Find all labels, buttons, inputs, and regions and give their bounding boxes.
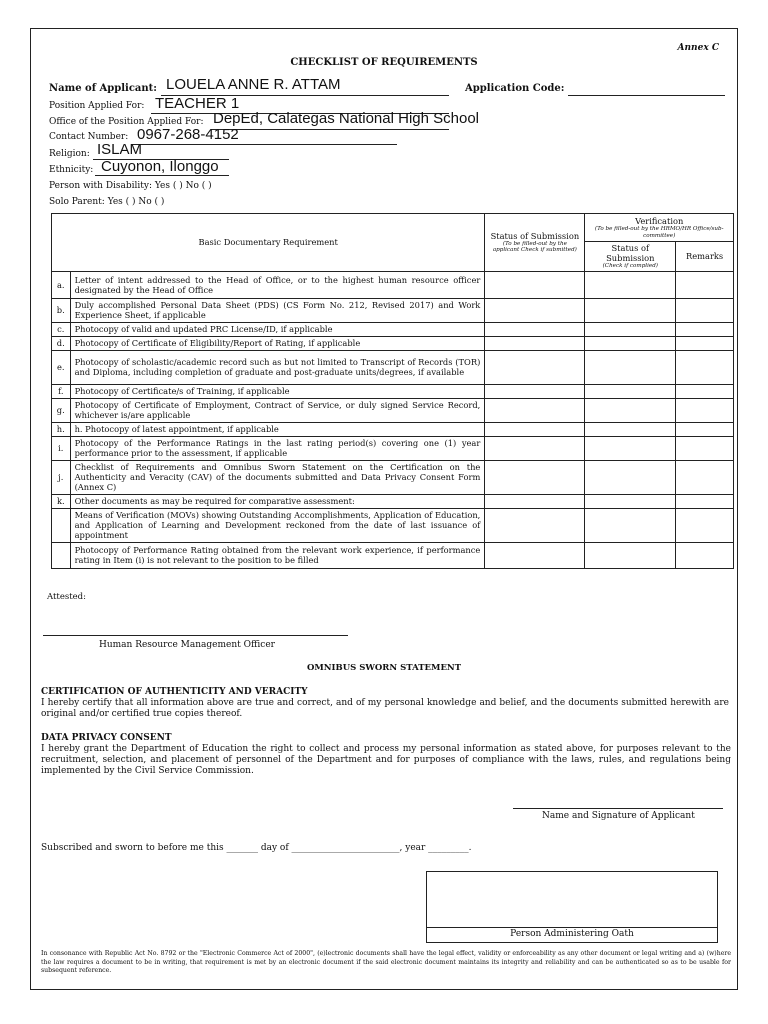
requirement-text: Other documents as may be required for comparative assessment: <box>70 494 485 508</box>
form-title: CHECKLIST OF REQUIREMENTS <box>290 57 478 68</box>
name-label: Name of Applicant: <box>49 83 157 94</box>
contact-label: Contact Number: <box>49 132 129 142</box>
verification-cell[interactable] <box>585 271 676 298</box>
verification-cell[interactable] <box>585 508 676 542</box>
sworn-statement: Subscribed and sworn to before me this _______ day of ________________________, year _________. <box>41 843 472 853</box>
requirement-letter: j. <box>52 460 71 494</box>
verification-cell[interactable] <box>585 298 676 322</box>
application-code-label: Application Code: <box>465 83 565 94</box>
status-header-note: (To be filled-out by the applicant Check if submitted) <box>492 240 577 254</box>
applicant-signature-line[interactable] <box>513 808 723 809</box>
privacy-text: I hereby grant the Department of Education the right to collect and process my personal information as stated above, for purposes relevant to the recruitment, selection, and placement of personnel of the Department and for purposes of compliance with the laws, rules, and regulations being implemented by the Civil Service Commission. <box>41 744 731 776</box>
contact-value: 0967-268-4152 <box>137 126 239 143</box>
remarks-cell[interactable] <box>676 422 734 436</box>
verification-cell[interactable] <box>585 384 676 398</box>
ethnicity-underline <box>95 175 229 176</box>
remarks-cell[interactable] <box>676 336 734 350</box>
ver-status-header-label: Status of Submission <box>606 243 655 263</box>
application-code-field[interactable] <box>568 95 725 96</box>
table-row <box>52 494 734 508</box>
status-cell[interactable] <box>485 436 585 460</box>
requirement-letter <box>52 508 71 542</box>
requirement-text: h. Photocopy of latest appointment, if applicable <box>70 422 485 436</box>
remarks-cell[interactable] <box>676 322 734 336</box>
status-header <box>485 214 585 272</box>
ethnicity-value: Cuyonon, Ilonggo <box>101 158 219 175</box>
status-cell[interactable] <box>485 336 585 350</box>
status-cell[interactable] <box>485 322 585 336</box>
requirement-text: Photocopy of the Performance Ratings in the last rating period(s) covering one (1) year performance prior to the assessment, if applicable <box>70 436 485 460</box>
remarks-cell[interactable] <box>676 384 734 398</box>
remarks-header: Remarks <box>676 242 734 272</box>
privacy-heading: DATA PRIVACY CONSENT <box>41 733 172 743</box>
status-cell[interactable] <box>485 508 585 542</box>
requirement-letter: k. <box>52 494 71 508</box>
status-cell[interactable] <box>485 271 585 298</box>
table-row <box>52 508 734 542</box>
status-cell[interactable] <box>485 398 585 422</box>
status-header-label: Status of Submission <box>490 230 580 241</box>
requirement-header: Basic Documentary Requirement <box>52 214 485 272</box>
religion-label: Religion: <box>49 149 90 159</box>
remarks-cell[interactable] <box>676 271 734 298</box>
requirement-text: Checklist of Requirements and Omnibus Sworn Statement on the Certification on the Authenticity and Veracity (CAV) of the documents submitted and Data Privacy Consent Form (Annex C) <box>70 460 485 494</box>
verification-header-note: (To be filled-out by the HRMO/HR Office/sub-committee) <box>594 226 724 239</box>
requirement-text: Photocopy of Performance Rating obtained from the relevant work experience, if performance rating in Item (i) is not relevant to the position to be filled <box>70 542 485 568</box>
requirements-table <box>51 213 734 569</box>
cav-heading: CERTIFICATION OF AUTHENTICITY AND VERACITY <box>41 687 308 697</box>
requirement-text: Photocopy of valid and updated PRC License/ID, if applicable <box>70 322 485 336</box>
remarks-cell[interactable] <box>676 298 734 322</box>
attested-label: Attested: <box>47 592 86 602</box>
verification-cell[interactable] <box>585 436 676 460</box>
status-cell[interactable] <box>485 494 585 508</box>
office-label: Office of the Position Applied For: <box>49 117 204 127</box>
requirement-text: Photocopy of Certificate of Eligibility/Report of Rating, if applicable <box>70 336 485 350</box>
requirement-letter: a. <box>52 271 71 298</box>
requirement-letter: h. <box>52 422 71 436</box>
requirement-text: Means of Verification (MOVs) showing Outstanding Accomplishments, Application of Education, and Application of Learning and Development reckoned from the date of last issuance of appointment <box>70 508 485 542</box>
requirement-letter: f. <box>52 384 71 398</box>
table-row <box>52 336 734 350</box>
religion-value: ISLAM <box>97 141 143 158</box>
status-cell[interactable] <box>485 542 585 568</box>
oath-signature-line <box>427 927 717 928</box>
table-row <box>52 298 734 322</box>
table-row <box>52 542 734 568</box>
status-cell[interactable] <box>485 422 585 436</box>
table-row <box>52 350 734 384</box>
remarks-cell[interactable] <box>676 542 734 568</box>
table-row <box>52 398 734 422</box>
status-cell[interactable] <box>485 350 585 384</box>
requirement-letter: b. <box>52 298 71 322</box>
table-row <box>52 384 734 398</box>
verification-cell[interactable] <box>585 542 676 568</box>
office-value: DepEd, Calategas National High School <box>213 110 479 127</box>
oath-label: Person Administering Oath <box>510 929 634 939</box>
requirement-text: Duly accomplished Personal Data Sheet (PDS) (CS Form No. 212, Revised 2017) and Work Experience Sheet, if applicable <box>70 298 485 322</box>
cav-text: I hereby certify that all information above are true and correct, and of my personal knowledge and belief, and the documents submitted herewith are original and/or certified true copies thereof. <box>41 698 729 719</box>
status-cell[interactable] <box>485 384 585 398</box>
position-value: TEACHER 1 <box>155 95 240 112</box>
table-row <box>52 436 734 460</box>
office-underline <box>211 129 449 130</box>
solo-parent-checkbox-line[interactable]: Solo Parent: Yes ( ) No ( ) <box>49 197 165 207</box>
requirement-letter: c. <box>52 322 71 336</box>
requirement-letter: e. <box>52 350 71 384</box>
remarks-cell[interactable] <box>676 398 734 422</box>
verification-cell[interactable] <box>585 350 676 384</box>
table-row <box>52 271 734 298</box>
verification-cell[interactable] <box>585 336 676 350</box>
verification-header-label: Verification <box>635 216 684 226</box>
hrmo-label: Human Resource Management Officer <box>99 640 275 650</box>
pwd-checkbox-line[interactable]: Person with Disability: Yes ( ) No ( ) <box>49 181 212 191</box>
verification-cell[interactable] <box>585 398 676 422</box>
verification-cell[interactable] <box>585 422 676 436</box>
annex-label: Annex C <box>677 43 719 53</box>
ver-status-header <box>585 242 676 272</box>
requirement-text: Photocopy of scholastic/academic record such as but not limited to Transcript of Records (TOR) and Diploma, including completion of graduate and post-graduate units/degrees, if available <box>70 350 485 384</box>
oath-box[interactable] <box>426 871 718 943</box>
requirement-letter <box>52 542 71 568</box>
requirement-letter: g. <box>52 398 71 422</box>
remarks-cell[interactable] <box>676 436 734 460</box>
footnote: In consonance with Republic Act No. 8792 or the "Electronic Commerce Act of 2000", (e)lectronic documents shall have the legal effect, validity or enforceability as any other document or legal writing and a) (w)here the law requires a document to be in writing, that requirement is met by an electronic document if the said electronic document maintains its integrity and reliability and can be authenticated so as to be usable for subsequent reference. <box>41 950 731 974</box>
status-cell[interactable] <box>485 460 585 494</box>
form-page <box>30 28 738 990</box>
requirement-letter: d. <box>52 336 71 350</box>
table-row <box>52 422 734 436</box>
remarks-cell[interactable] <box>676 494 734 508</box>
status-cell[interactable] <box>485 298 585 322</box>
verification-cell[interactable] <box>585 322 676 336</box>
requirement-letter: i. <box>52 436 71 460</box>
table-row <box>52 460 734 494</box>
name-value: LOUELA ANNE R. ATTAM <box>166 76 341 93</box>
ethnicity-label: Ethnicity: <box>49 165 94 175</box>
signature-label: Name and Signature of Applicant <box>542 811 695 821</box>
remarks-cell[interactable] <box>676 460 734 494</box>
requirement-text: Photocopy of Certificate of Employment, Contract of Service, or duly signed Service Record, whichever is/are applicable <box>70 398 485 422</box>
contact-underline <box>131 144 397 145</box>
remarks-cell[interactable] <box>676 508 734 542</box>
position-label: Position Applied For: <box>49 101 145 111</box>
hrmo-signature-line[interactable] <box>43 635 348 636</box>
verification-header <box>585 214 734 242</box>
remarks-cell[interactable] <box>676 350 734 384</box>
requirement-text: Photocopy of Certificate/s of Training, if applicable <box>70 384 485 398</box>
requirement-text: Letter of intent addressed to the Head of Office, or to the highest human resource officer designated by the Head of Office <box>70 271 485 298</box>
table-row <box>52 322 734 336</box>
verification-cell[interactable] <box>585 460 676 494</box>
verification-cell[interactable] <box>585 494 676 508</box>
ver-status-header-note: (Check if complied) <box>602 263 658 269</box>
omnibus-title: OMNIBUS SWORN STATEMENT <box>306 663 462 673</box>
